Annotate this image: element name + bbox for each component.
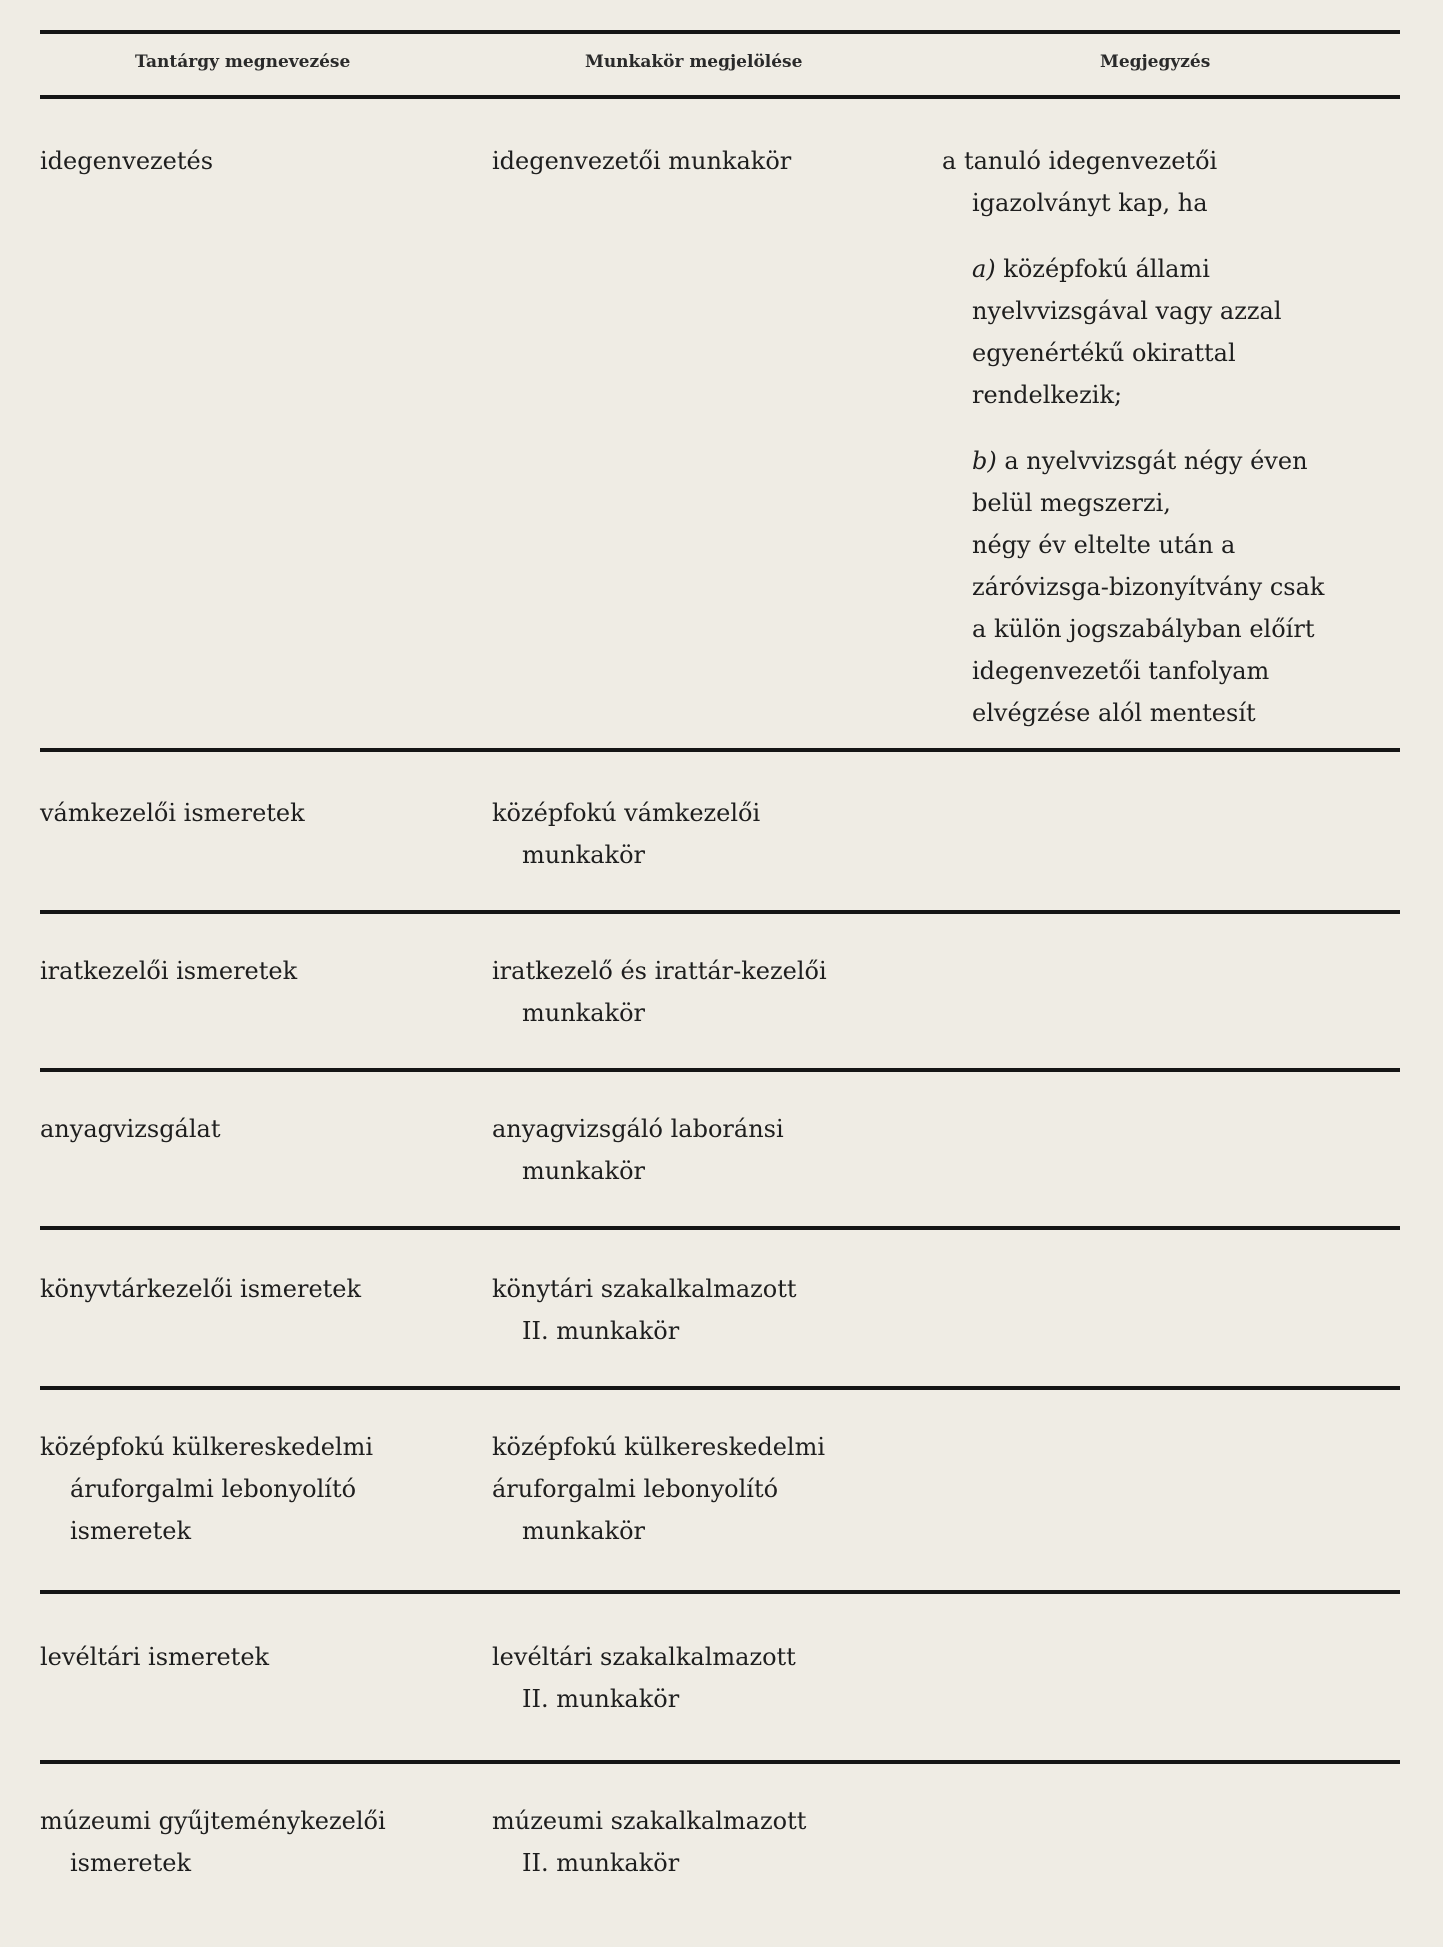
row-4-job: anyagvizsgáló laboránsi munkakör	[492, 1115, 784, 1185]
row-7-job: levéltári szakalkalmazott II. munkakör	[492, 1643, 796, 1713]
header-subject: Tantárgy megnevezése	[135, 52, 351, 72]
note-condition-b: b) a nyelvvizsgát négy éven belül megszerzi, négy év eltelte után a záróvizsga-bizonyítvány csak a külön jogszabályban előírt idegenvezetői tanfolyam elvégzése alól mentesít	[972, 447, 1325, 727]
row-divider	[40, 1760, 1400, 1764]
row-divider	[40, 1226, 1400, 1230]
row-3-subject: iratkezelői ismeretek	[40, 957, 298, 985]
header-note: Megjegyzés	[1100, 52, 1211, 72]
row-1-note	[942, 140, 1324, 734]
row-7-subject: levéltári ismeretek	[40, 1643, 270, 1671]
row-8-job: múzeumi szakalkalmazott II. munkakör	[492, 1807, 807, 1877]
row-5-subject: könyvtárkezelői ismeretek	[40, 1275, 362, 1303]
header-job: Munkakör megjelölése	[585, 52, 803, 72]
row-divider	[40, 1590, 1400, 1594]
row-divider	[40, 1386, 1400, 1390]
note-condition-a: a) középfokú állami nyelvvizsgával vagy azzal egyenértékű okirattal rendelkezik;	[972, 255, 1282, 409]
row-divider	[40, 748, 1400, 752]
row-2-job: középfokú vámkezelői munkakör	[492, 799, 761, 869]
row-2-subject: vámkezelői ismeretek	[40, 799, 305, 827]
row-4-subject: anyagvizsgálat	[40, 1115, 221, 1143]
row-8-subject: múzeumi gyűjteménykezelői ismeretek	[40, 1807, 386, 1877]
header-bottom-rule	[40, 95, 1400, 99]
row-3-job: iratkezelő és irattár-kezelői munkakör	[492, 957, 827, 1027]
row-divider	[40, 1068, 1400, 1072]
row-divider	[40, 910, 1400, 914]
row-1-subject: idegenvezetés	[40, 147, 214, 175]
row-1-job: idegenvezetői munkakör	[492, 147, 792, 175]
note-intro: a tanuló idegenvezetői igazolványt kap, ha	[942, 147, 1218, 217]
row-6-subject: középfokú külkereskedelmi áruforgalmi lebonyolító ismeretek	[40, 1433, 373, 1545]
row-5-job: könytári szakalkalmazott II. munkakör	[492, 1275, 797, 1345]
row-6-job: középfokú külkereskedelmi áruforgalmi lebonyolító munkakör	[492, 1433, 825, 1545]
table-top-rule	[40, 30, 1400, 34]
